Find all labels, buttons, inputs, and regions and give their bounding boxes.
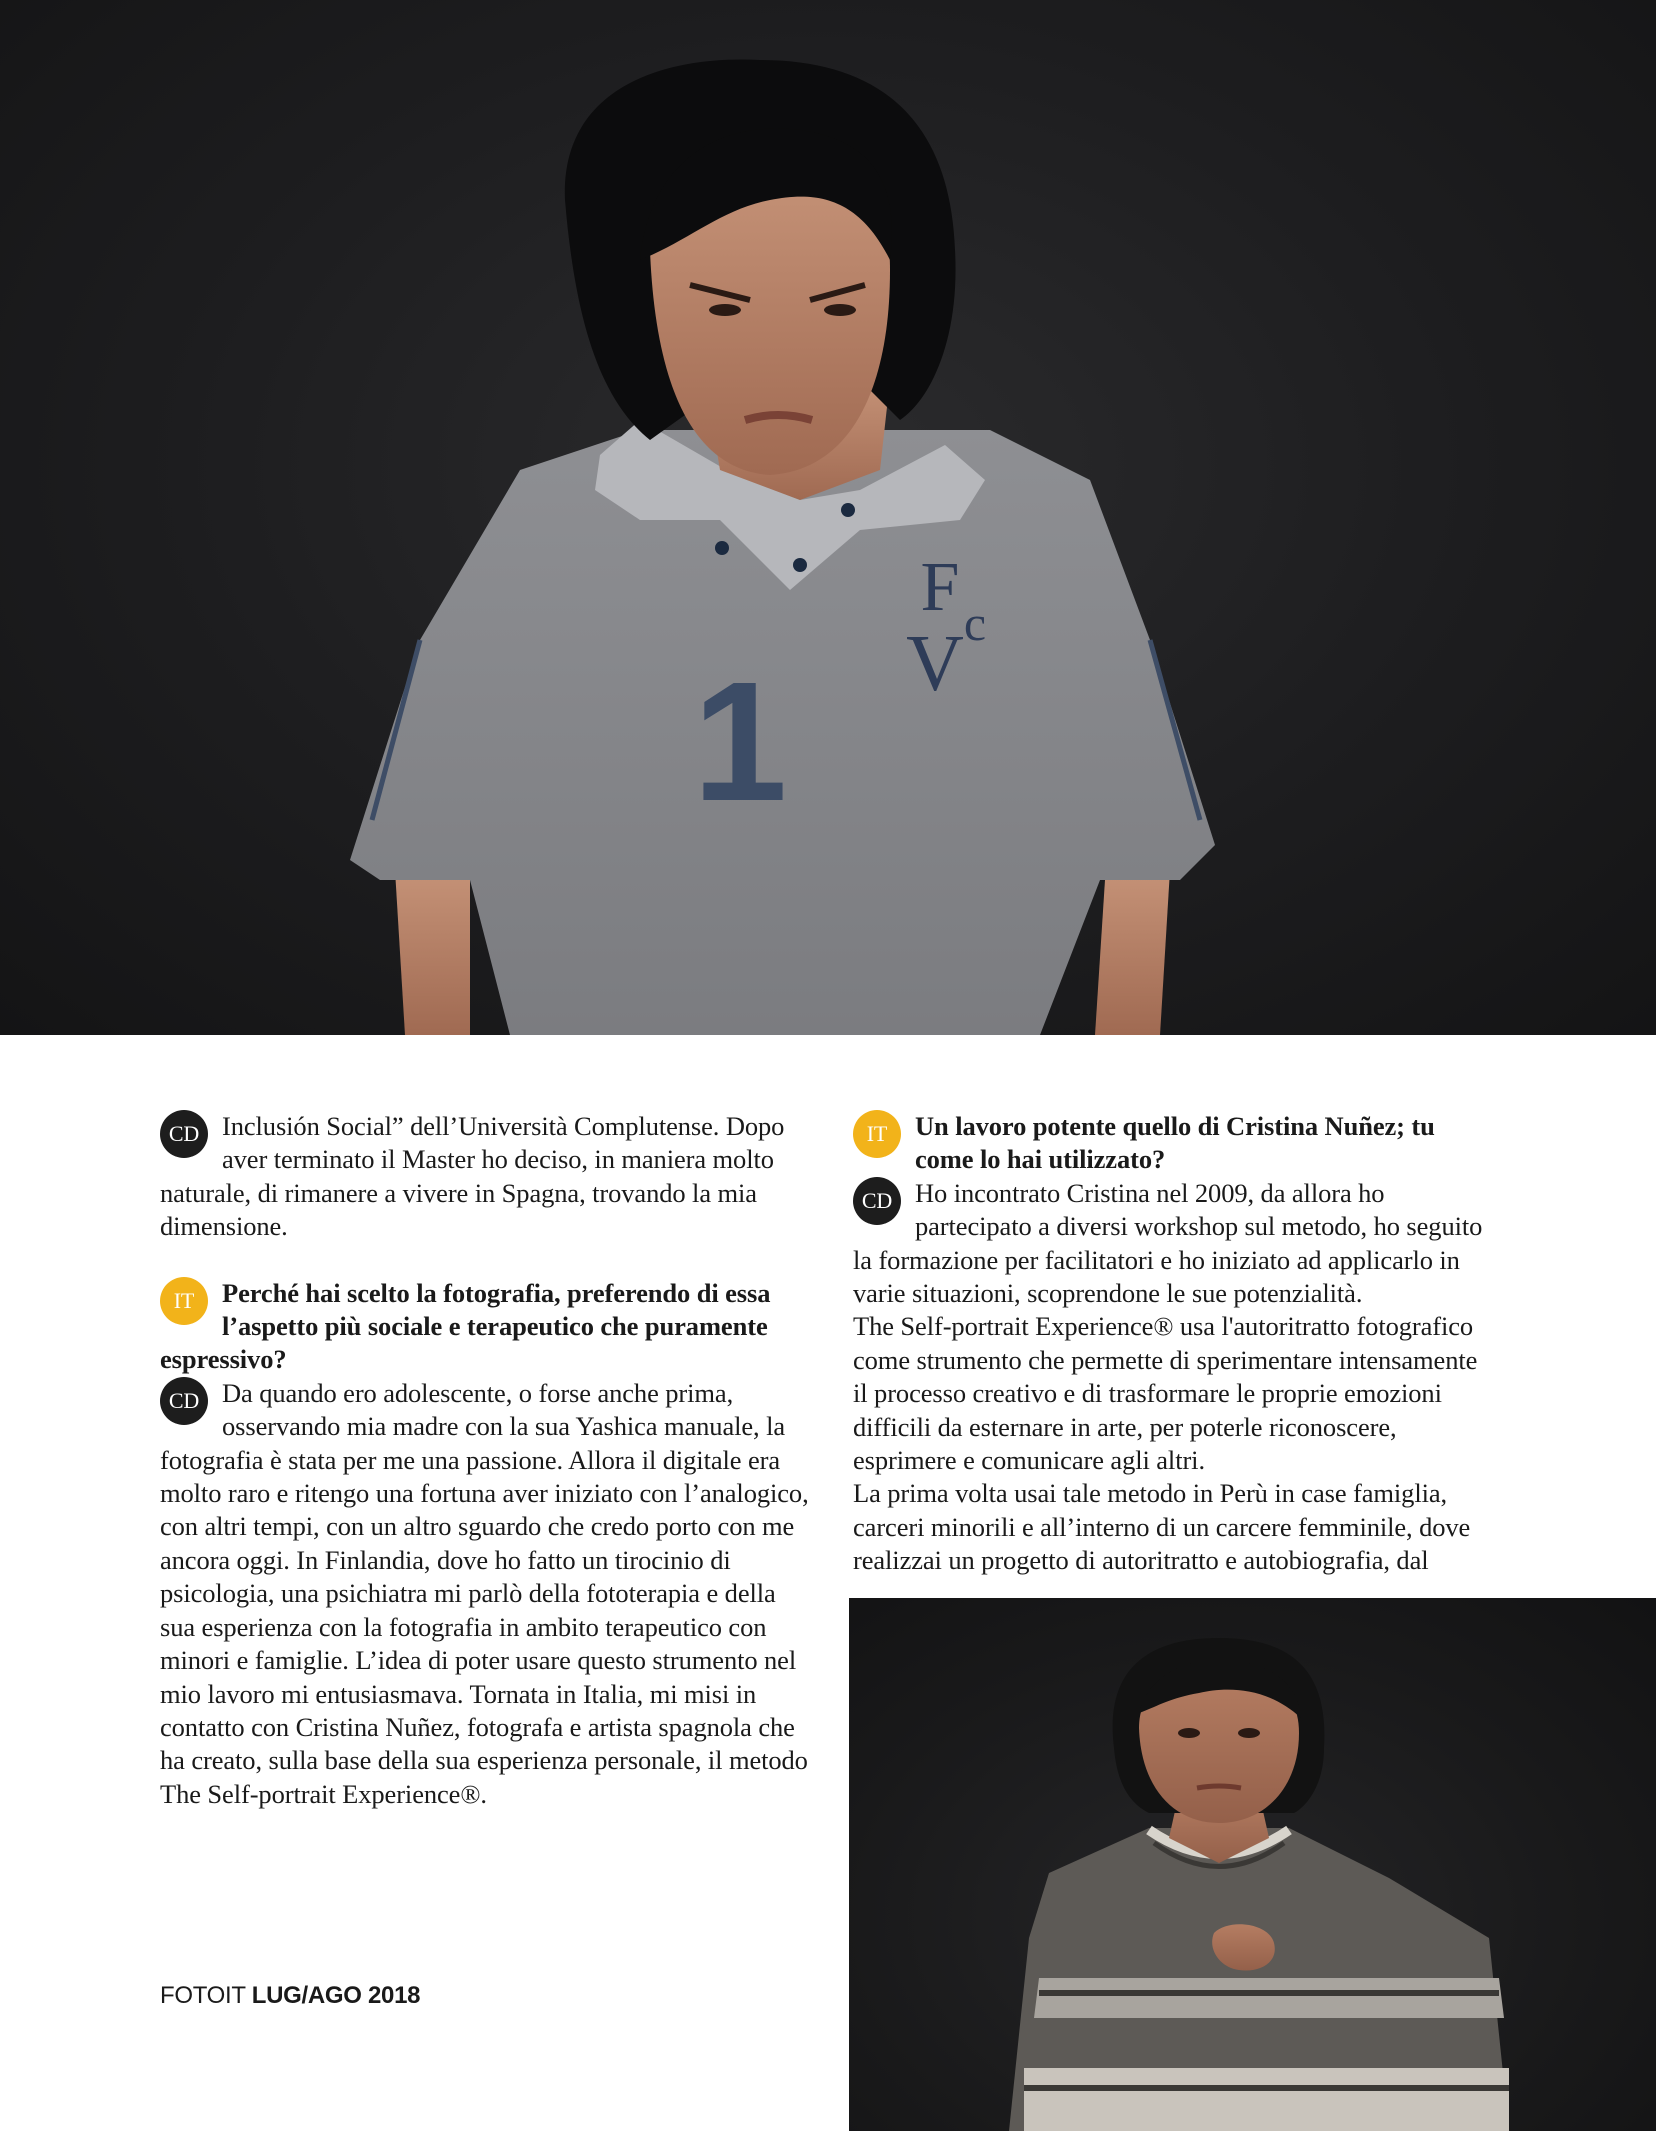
portrait-illustration <box>849 1598 1656 2131</box>
paragraph-question-it-2 <box>853 1110 1493 1177</box>
speaker-badge-cd: CD <box>160 1377 208 1425</box>
shirt-monogram-f: F <box>920 549 960 626</box>
paragraph-question-it-1 <box>160 1277 810 1377</box>
portrait-illustration <box>0 0 1656 1035</box>
question-text: Un lavoro potente quello di Cristina Nuñez; tu come lo hai utilizzato? <box>915 1111 1435 1175</box>
shirt-monogram-v: V <box>906 620 964 708</box>
speaker-badge-cd: CD <box>160 1110 208 1158</box>
paragraph-answer-cd-1 <box>160 1110 810 1244</box>
portrait-photo-bottom <box>849 1598 1656 2131</box>
portrait-photo-top <box>0 0 1656 1035</box>
page-footer <box>160 1982 420 2010</box>
body-text: La prima volta usai tale metodo in Perù in case famiglia, carceri minorili e all’interno di un carcere femminile, dove realizzai un progetto di autoritratto e autobiografia, dal <box>853 1478 1471 1576</box>
question-text: Perché hai scelto la fotografia, preferendo di essa l’aspetto più sociale e terapeutico che puramente espressivo? <box>160 1277 771 1375</box>
left-column <box>160 1110 810 1811</box>
paragraph-body <box>853 1310 1493 1477</box>
speaker-badge-cd: CD <box>853 1177 901 1225</box>
answer-text: Ho incontrato Cristina nel 2009, da allora ho partecipato a diversi workshop sul metodo, ho seguito la formazione per facilitatori e ho iniziato ad applicarlo in varie situazioni, scoprendone le sue potenzialità. <box>853 1177 1483 1309</box>
shirt-number: 1 <box>692 647 788 837</box>
magazine-name: FOTOIT <box>160 1982 246 2009</box>
speaker-badge-it: IT <box>853 1110 901 1158</box>
right-column <box>853 1110 1493 1578</box>
answer-text: Da quando ero adolescente, o forse anche prima, osservando mia madre con la sua Yashica manuale, la fotografia è stata per me una passione. Allora il digitale era molto raro e ritengo una fortuna aver iniziato con l’analogico, con altri tempi, con un altro sguardo che credo porto con me ancora oggi. In Finlandia, dove ho fatto un tirocinio di psicologia, una psichiatra mi parlò della fototerapia e della sua esperienza con la fotografia in ambito terapeutico con minori e famiglie. L’idea di poter usare questo strumento nel mio lavoro mi entusiasmava. Tornata in Italia, mi misi in contatto con Cristina Nuñez, fotografa e artista spagnola che ha creato, sulla base della sua esperienza personale, il metodo The Self-portrait Experience®. <box>160 1377 809 1809</box>
answer-text: Inclusión Social” dell’Università Complutense. Dopo aver terminato il Master ho deciso, in maniera molto naturale, di rimanere a vivere in Spagna, trovando la mia dimensione. <box>160 1111 785 1242</box>
paragraph-answer-cd-3 <box>853 1177 1493 1311</box>
paragraph-answer-cd-2 <box>160 1377 810 1811</box>
shirt-monogram-c: c <box>963 595 987 651</box>
paragraph-body <box>853 1477 1493 1577</box>
issue-date: LUG/AGO 2018 <box>251 1982 421 2009</box>
body-text: The Self-portrait Experience® usa l'autoritratto fotografico come strumento che permette di sperimentare intensamente il processo creativo e di trasformare le proprie emozioni difficili da esternare in arte, per poterle riconoscere, esprimere e comunicare agli altri. <box>853 1311 1478 1476</box>
speaker-badge-it: IT <box>160 1277 208 1325</box>
